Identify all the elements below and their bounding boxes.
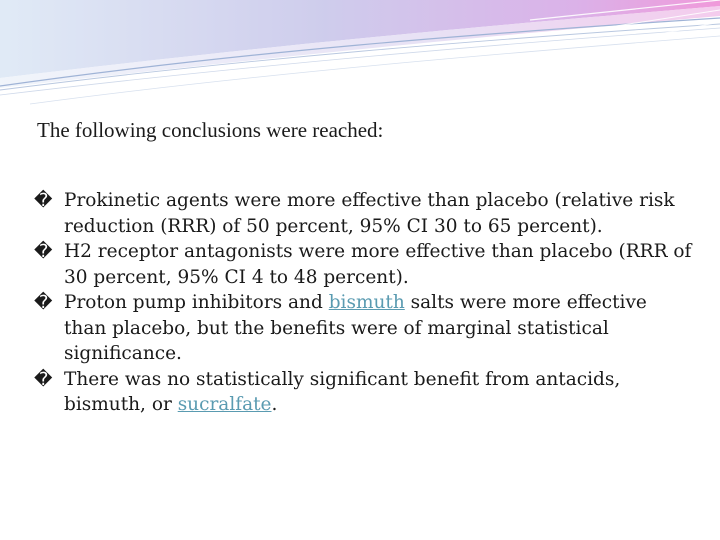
bullet-no-benefit [34,367,694,418]
bismuth-link[interactable]: bismuth [328,292,405,313]
bullet-glyph: � [34,368,53,390]
bullet-prokinetic [34,188,694,239]
bullet-text-after: . [271,394,278,415]
decorative-header-band [0,0,720,110]
bullet-glyph: � [34,190,53,211]
bullet-glyph: � [34,292,53,313]
conclusions-list [34,188,694,418]
sucralfate-link[interactable]: sucralfate [177,394,272,415]
bullet-proton-pump [34,290,694,367]
bullet-text: H2 receptor antagonists were more effective than placebo (RRR of 30 percent, 95% CI 4 to 48 percent). [64,241,692,288]
slide-heading: The following conclusions were reached: [37,118,384,142]
bullet-text: Prokinetic agents were more effective than placebo (relative risk reduction (RRR) of 50 percent, 95% CI 30 to 65 percent). [64,190,675,237]
bullet-glyph: � [34,241,53,262]
bullet-h2-antagonists [34,239,694,290]
bullet-text-after: salts were more effective than placebo, but the benefits were of marginal statistical significance. [64,292,647,364]
bullet-text-before: Proton pump inhibitors and [64,292,329,313]
bullet-text-before: There was no statistically significant benefit from antacids, bismuth, or [64,368,621,415]
